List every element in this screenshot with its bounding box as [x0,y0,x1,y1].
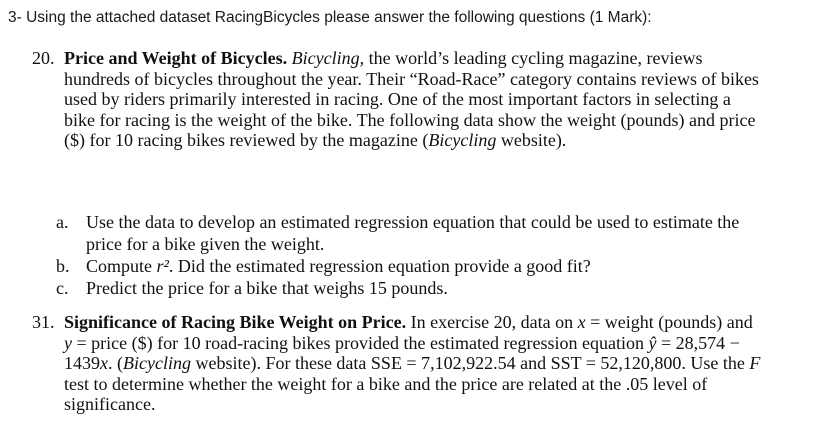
var-x: x [100,353,108,373]
r-squared: r² [156,256,169,276]
part-text-pre: Compute [86,256,157,276]
var-yhat: ŷ [648,332,657,353]
part-c [56,277,776,299]
problem-number: 20. [32,48,55,68]
part-a [56,211,776,255]
part-text: Predict the price for a bike that weighs 15 pounds. [86,278,448,298]
problem-31 [32,312,764,415]
assignment-header [8,8,815,28]
part-text-post: . Did the estimated regression equation provide a good fit? [168,256,591,276]
problem-title: Significance of Racing Bike Weight on Price. [64,312,407,332]
var-f: F [749,353,761,373]
problem-text [64,48,764,151]
problem-body-3: = price ($) for 10 road-racing bikes provided the estimated regression equation [72,332,649,353]
header-text: 3- Using the attached dataset RacingBicycles please answer the following questions (1 Mark): [8,9,652,26]
part-label: c. [56,278,69,298]
problem-body-2: = weight (pounds) and [585,312,753,332]
problem-title: Price and Weight of Bicycles. [64,48,288,68]
part-label: a. [56,212,69,232]
problem-body-7: test to determine whether the weight for a bike and the price are related at the .05 level of significance. [64,373,708,414]
problem-body-4: = 28,574 − 1439 [64,332,740,373]
question-parts [56,211,776,299]
website-name: Bicycling [123,353,191,373]
problem-body-1: the world’s leading cycling magazine, reviews hundreds of bicycles throughout the year. Their “Road-Race” category contains reviews of bikes used by riders primarily interested in racing. One of the most important factors in selecting a bike for racing is the weight of the bike. The following data show the weight (pounds) and price ($) for 10 racing bikes reviewed by the magazine ( [64,48,759,150]
magazine-name: Bicycling, [291,48,365,68]
problem-body-1: In exercise 20, data on [406,312,578,332]
var-y: y [64,332,72,353]
part-b [56,255,776,277]
part-text: Use the data to develop an estimated regression equation that could be used to estimate the price for a bike given the weight. [86,212,740,254]
problem-body-6: website). For these data SSE = 7,102,922.54 and SST = 52,120,800. Use the [190,353,750,373]
problem-body-5: . ( [108,353,123,373]
problem-number: 31. [32,312,55,332]
website-name: Bicycling [428,130,497,150]
part-label: b. [56,256,70,276]
problem-body-2: website). [496,130,567,150]
var-x: x [577,312,586,332]
problem-text [64,312,764,415]
problem-20 [32,48,764,151]
